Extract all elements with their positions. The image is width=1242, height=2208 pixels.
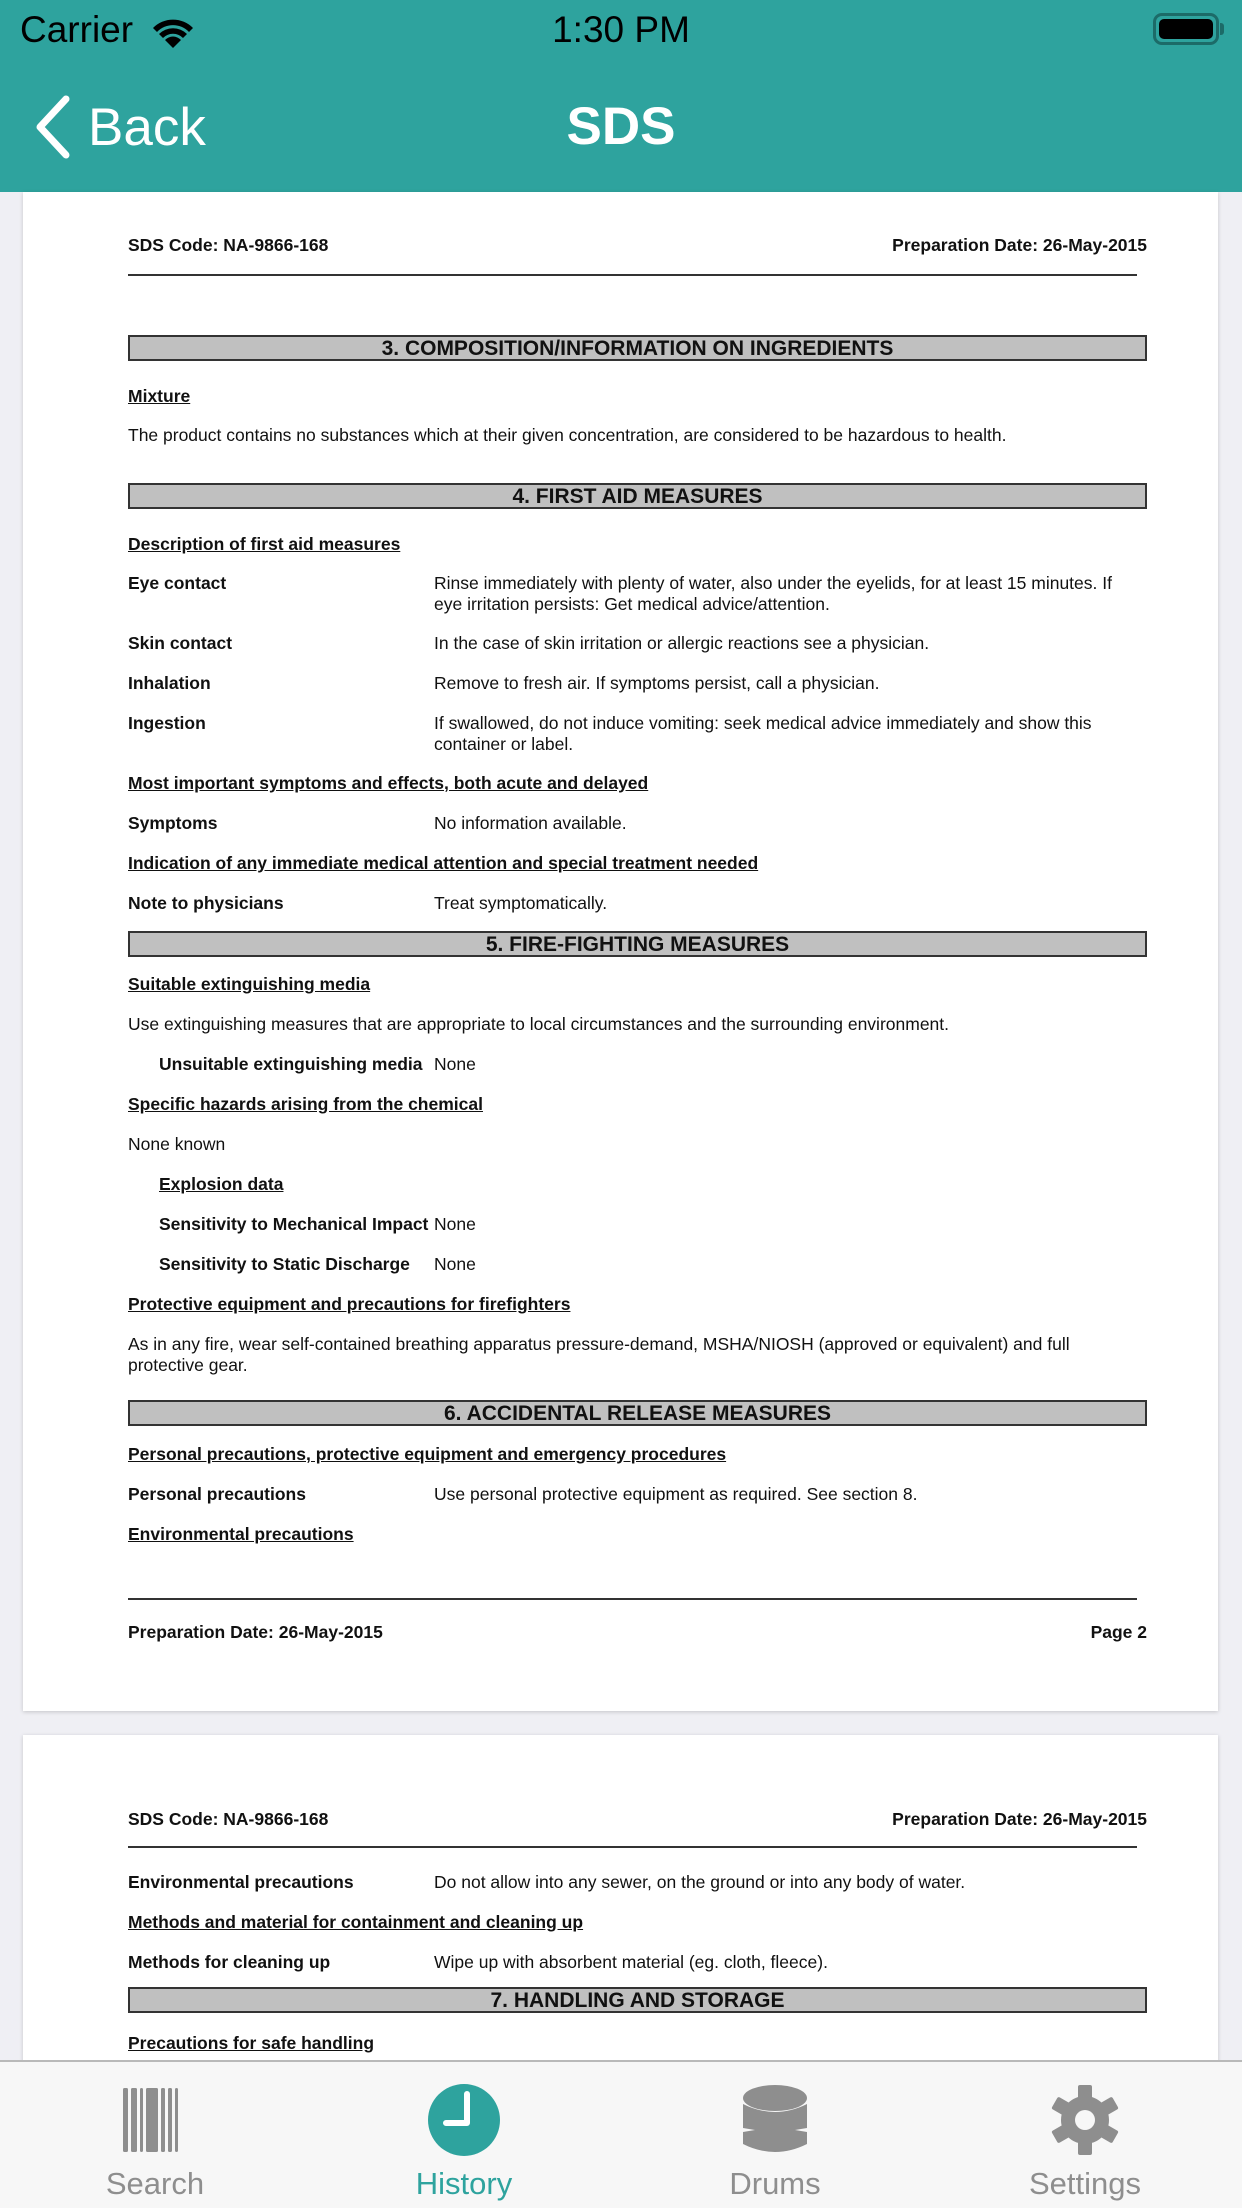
row-value: Rinse immediately with plenty of water, also under the eyelids, for at least 15 minutes. If eye irritation persists: Get medical advice/attention. bbox=[434, 573, 1112, 614]
page-number: Page 2 bbox=[1090, 1622, 1147, 1642]
note-label: Note to physicians bbox=[128, 893, 284, 913]
section-3-header: 3. COMPOSITION/INFORMATION ON INGREDIENTS bbox=[128, 335, 1147, 361]
header-divider bbox=[128, 274, 1137, 276]
tab-bar bbox=[0, 2060, 1242, 2208]
tab-settings[interactable] bbox=[930, 2062, 1240, 2208]
symptoms-value: No information available. bbox=[434, 813, 627, 833]
tab-label: Drums bbox=[729, 2166, 821, 2201]
symptoms-label: Symptoms bbox=[128, 813, 218, 833]
specific-hazards-heading: Specific hazards arising from the chemical bbox=[128, 1094, 483, 1114]
footer-preparation-date: Preparation Date: 26-May-2015 bbox=[128, 1622, 383, 1642]
note-value: Treat symptomatically. bbox=[434, 893, 608, 913]
battery-icon bbox=[1153, 13, 1219, 45]
row-value: In the case of skin irritation or allergic reactions see a physician. bbox=[434, 633, 930, 653]
sds-code: SDS Code: NA-9866-168 bbox=[128, 235, 329, 255]
document-page-1[interactable] bbox=[23, 192, 1218, 1711]
header-divider bbox=[128, 1846, 1137, 1848]
protective-equipment-text: As in any fire, wear self-contained breathing apparatus pressure-demand, MSHA/NIOSH (approved or equivalent) and full protective gear. bbox=[128, 1334, 1070, 1375]
mechanical-impact-label: Sensitivity to Mechanical Impact bbox=[159, 1214, 429, 1234]
row-label: Ingestion bbox=[128, 713, 206, 733]
personal-precautions-value: Use personal protective equipment as required. See section 8. bbox=[434, 1484, 918, 1504]
row-value: Remove to fresh air. If symptoms persist, call a physician. bbox=[434, 673, 880, 693]
first-aid-description-heading: Description of first aid measures bbox=[128, 534, 401, 554]
static-discharge-value: None bbox=[434, 1254, 476, 1274]
clock-icon bbox=[424, 2082, 504, 2158]
containment-heading: Methods and material for containment and cleaning up bbox=[128, 1912, 584, 1932]
carrier-label: Carrier bbox=[20, 9, 134, 50]
personal-precautions-label: Personal precautions bbox=[128, 1484, 306, 1504]
mixture-heading: Mixture bbox=[128, 386, 191, 406]
row-label: Skin contact bbox=[128, 633, 233, 653]
environmental-precautions-label: Environmental precautions bbox=[128, 1872, 354, 1892]
page-title: SDS bbox=[566, 97, 676, 156]
section-4-header: 4. FIRST AID MEASURES bbox=[128, 483, 1147, 509]
mechanical-impact-value: None bbox=[434, 1214, 476, 1234]
cleaning-up-label: Methods for cleaning up bbox=[128, 1952, 331, 1972]
unsuitable-media-label: Unsuitable extinguishing media bbox=[159, 1054, 423, 1074]
tab-label: Settings bbox=[1028, 2166, 1141, 2201]
mixture-text: The product contains no substances which at their given concentration, are considered to be hazardous to health. bbox=[128, 425, 1007, 445]
tab-label: History bbox=[415, 2166, 513, 2201]
status-time: 1:30 PM bbox=[552, 9, 690, 50]
back-label: Back bbox=[88, 97, 206, 157]
section-6-header: 6. ACCIDENTAL RELEASE MEASURES bbox=[128, 1400, 1147, 1426]
row-value: If swallowed, do not induce vomiting: seek medical advice immediately and show this container or label. bbox=[434, 713, 1092, 754]
drum-icon bbox=[735, 2082, 815, 2158]
gear-icon bbox=[1045, 2082, 1125, 2158]
suitable-media-heading: Suitable extinguishing media bbox=[128, 974, 371, 994]
specific-hazards-text: None known bbox=[128, 1134, 226, 1154]
section-5-header: 5. FIRE-FIGHTING MEASURES bbox=[128, 931, 1147, 957]
medical-attention-heading: Indication of any immediate medical attention and special treatment needed bbox=[128, 853, 759, 873]
navigation-header bbox=[0, 0, 1242, 192]
row-label: Inhalation bbox=[128, 673, 211, 693]
symptoms-heading: Most important symptoms and effects, both acute and delayed bbox=[128, 773, 649, 793]
safe-handling-heading: Precautions for safe handling bbox=[128, 2033, 375, 2053]
tab-label: Search bbox=[105, 2166, 205, 2201]
sds-code: SDS Code: NA-9866-168 bbox=[128, 1809, 329, 1829]
static-discharge-label: Sensitivity to Static Discharge bbox=[159, 1254, 410, 1274]
personal-precautions-heading: Personal precautions, protective equipment and emergency procedures bbox=[128, 1444, 727, 1464]
row-label: Eye contact bbox=[128, 573, 227, 593]
footer-divider bbox=[128, 1598, 1137, 1600]
protective-equipment-heading: Protective equipment and precautions for firefighters bbox=[128, 1294, 571, 1314]
tab-search[interactable] bbox=[0, 2062, 310, 2208]
barcode-icon bbox=[115, 2082, 195, 2158]
environmental-precautions-value: Do not allow into any sewer, on the ground or into any body of water. bbox=[434, 1872, 966, 1892]
tab-drums[interactable] bbox=[620, 2062, 930, 2208]
preparation-date: Preparation Date: 26-May-2015 bbox=[892, 235, 1147, 255]
battery-nub bbox=[1220, 23, 1224, 35]
explosion-data-heading: Explosion data bbox=[159, 1174, 284, 1194]
unsuitable-media-value: None bbox=[434, 1054, 476, 1074]
cleaning-up-value: Wipe up with absorbent material (eg. cloth, fleece). bbox=[434, 1952, 828, 1972]
suitable-media-text: Use extinguishing measures that are appropriate to local circumstances and the surrounding environment. bbox=[128, 1014, 950, 1034]
section-7-header: 7. HANDLING AND STORAGE bbox=[128, 1987, 1147, 2013]
preparation-date: Preparation Date: 26-May-2015 bbox=[892, 1809, 1147, 1829]
environmental-precautions-heading: Environmental precautions bbox=[128, 1524, 354, 1544]
tab-history[interactable] bbox=[309, 2062, 619, 2208]
